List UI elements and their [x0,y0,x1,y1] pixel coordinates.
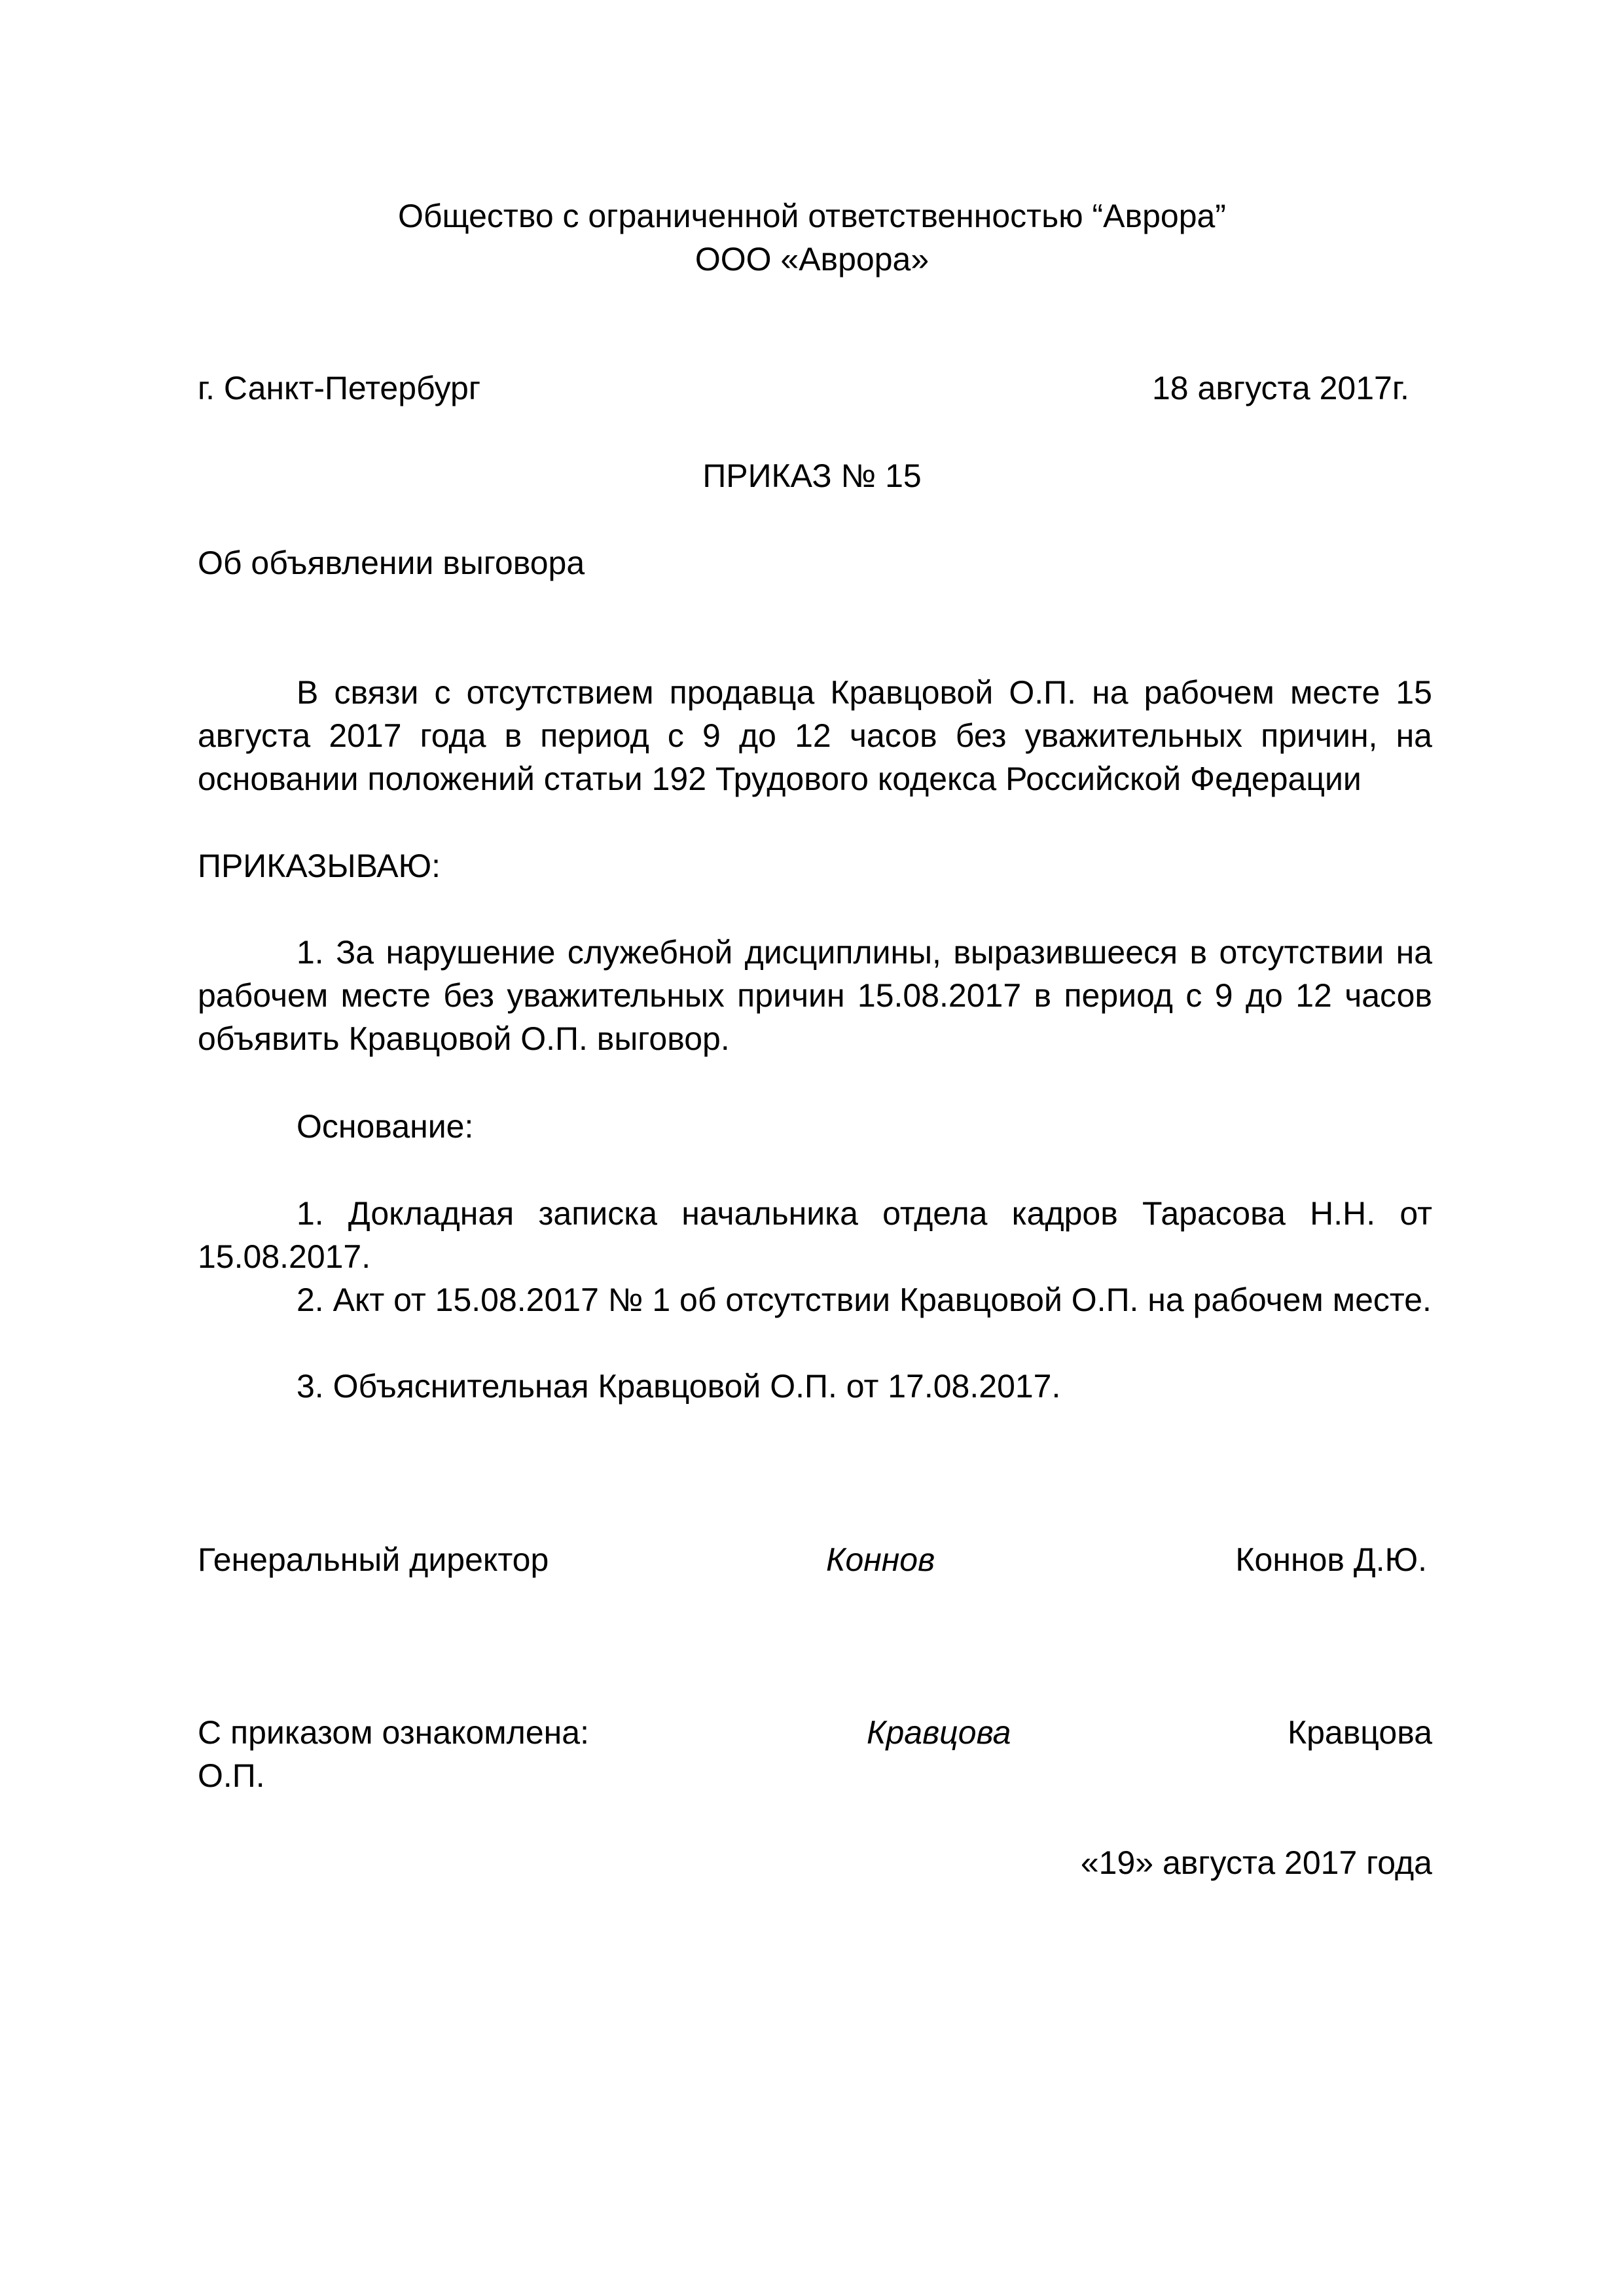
order-title: ПРИКАЗ № 15 [702,457,922,494]
basis-label: Основание: [297,1108,474,1145]
acknowledgement-name-initials: О.П. [198,1757,265,1794]
director-name: Коннов Д.Ю. [1235,1541,1427,1578]
document-date: 18 августа 2017г. [1152,370,1409,406]
acknowledgement-label: С приказом ознакомлена: [198,1714,589,1751]
order-word: ПРИКАЗЫВАЮ: [198,848,441,884]
acknowledgement-signature: Кравцова [867,1714,1011,1751]
director-signature: Коннов [826,1541,935,1578]
acknowledgement-name-surname: Кравцова [1288,1714,1432,1751]
acknowledgement-date: «19» августа 2017 года [1080,1844,1432,1881]
document-city: г. Санкт-Петербург [198,370,481,406]
basis-item-1: 1. Докладная записка начальника отдела кадров Тарасова Н.Н. от 15.08.2017. [198,1195,1432,1275]
order-preamble: В связи с отсутствием продавца Кравцовой О.П. на рабочем месте 15 августа 2017 года в период с 9 до 12 часов без уважительных причин, на основании положений статьи 192 Трудового кодекса Российской Федерации [198,674,1432,797]
basis-item-2: 2. Акт от 15.08.2017 № 1 об отсутствии Кравцовой О.П. на рабочем месте. [297,1282,1432,1318]
director-title: Генеральный директор [198,1541,549,1578]
org-full-name: Общество с ограниченной ответственностью “Аврора” [398,198,1226,234]
basis-item-3: 3. Объяснительная Кравцовой О.П. от 17.08.2017. [297,1368,1061,1405]
org-short-name: ООО «Аврора» [695,241,929,278]
order-item-1: 1. За нарушение служебной дисциплины, выразившееся в отсутствии на рабочем месте без уважительных причин 15.08.2017 в период с 9 до 12 часов объявить Кравцовой О.П. выговор. [198,934,1432,1057]
order-subject: Об объявлении выговора [198,545,585,581]
